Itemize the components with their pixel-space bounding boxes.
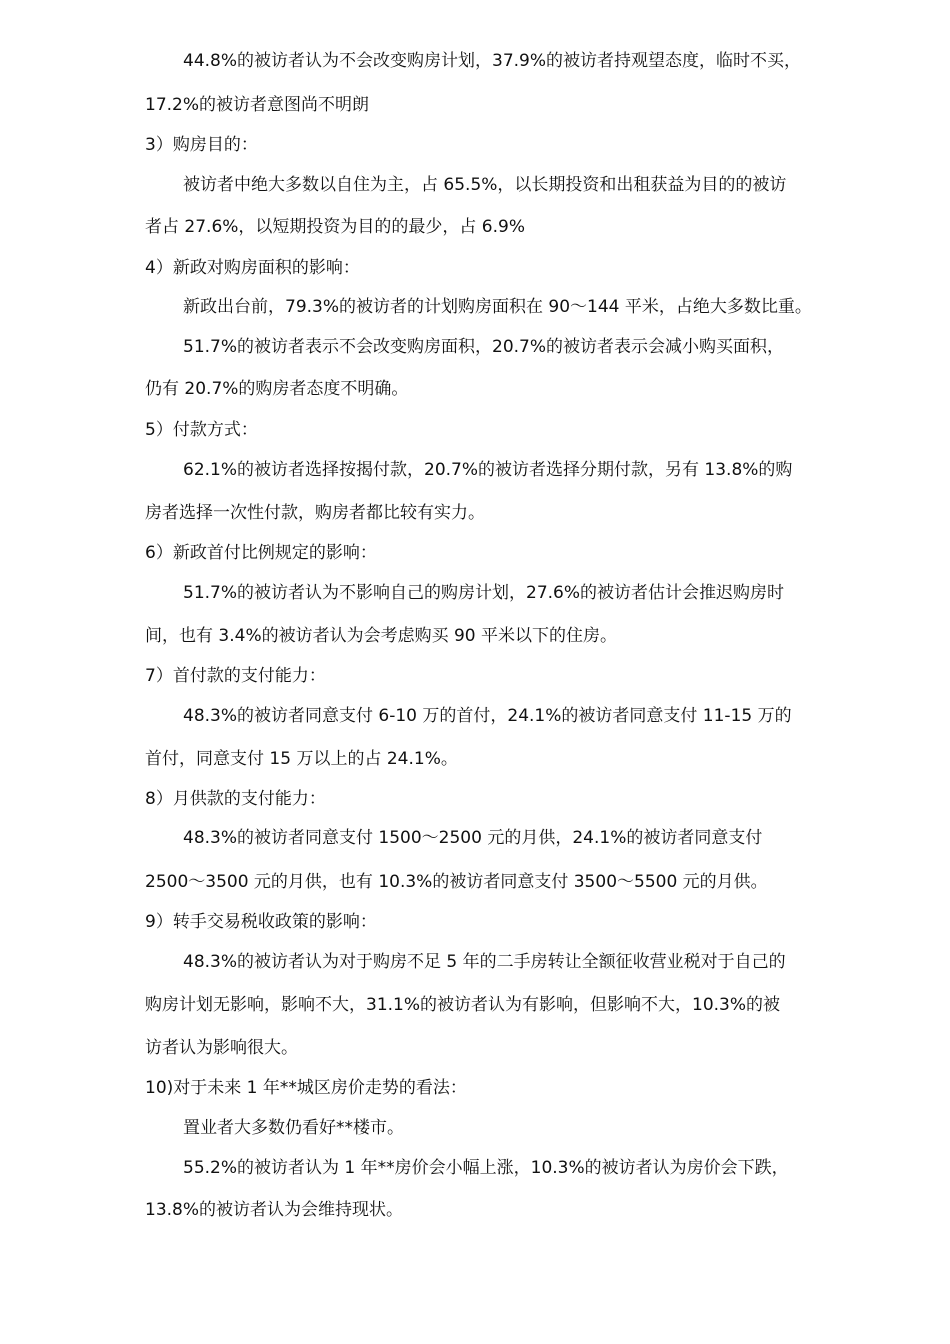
section-heading: 8）月供款的支付能力：	[145, 789, 326, 809]
section-heading: 4）新政对购房面积的影响：	[145, 258, 360, 278]
paragraph-line: 2500～3500 元的月供，也有 10.3%的被访者同意支付 3500～5500 元的月供。	[145, 872, 768, 892]
paragraph-line: 置业者大多数仍看好**楼市。	[183, 1118, 404, 1138]
paragraph-line: 48.3%的被访者同意支付 1500～2500 元的月供，24.1%的被访者同意支付	[183, 828, 763, 848]
paragraph-line: 17.2%的被访者意图尚不明朗	[145, 95, 370, 115]
paragraph-line: 者占 27.6%，以短期投资为目的的最少，占 6.9%	[145, 217, 526, 237]
paragraph-line: 48.3%的被访者同意支付 6-10 万的首付，24.1%的被访者同意支付 11-15 万的	[183, 706, 792, 726]
paragraph-line: 55.2%的被访者认为 1 年**房价会小幅上涨，10.3%的被访者认为房价会下跌，	[183, 1158, 789, 1178]
paragraph-line: 首付，同意支付 15 万以上的占 24.1%。	[145, 749, 458, 769]
section-heading: 10)对于未来 1 年**城区房价走势的看法：	[145, 1078, 467, 1098]
section-heading: 6）新政首付比例规定的影响：	[145, 543, 377, 563]
paragraph-line: 新政出台前，79.3%的被访者的计划购房面积在 90～144 平米，占绝大多数比重。	[183, 297, 812, 317]
paragraph-line: 间，也有 3.4%的被访者认为会考虑购买 90 平米以下的住房。	[145, 626, 618, 646]
paragraph-line: 房者选择一次性付款，购房者都比较有实力。	[145, 503, 485, 523]
paragraph-line: 购房计划无影响，影响不大，31.1%的被访者认为有影响，但影响不大，10.3%的被	[145, 995, 781, 1015]
section-heading: 7）首付款的支付能力：	[145, 666, 326, 686]
section-heading: 9）转手交易税收政策的影响：	[145, 912, 377, 932]
section-heading: 3）购房目的：	[145, 135, 258, 155]
section-heading: 5）付款方式：	[145, 420, 258, 440]
paragraph-line: 62.1%的被访者选择按揭付款，20.7%的被访者选择分期付款，另有 13.8%的购	[183, 460, 793, 480]
paragraph-line: 51.7%的被访者认为不影响自己的购房计划，27.6%的被访者估计会推迟购房时	[183, 583, 785, 603]
paragraph-line: 48.3%的被访者认为对于购房不足 5 年的二手房转让全额征收营业税对于自己的	[183, 952, 786, 972]
paragraph-line: 仍有 20.7%的购房者态度不明确。	[145, 379, 409, 399]
paragraph-line: 被访者中绝大多数以自住为主，占 65.5%，以长期投资和出租获益为目的的被访	[183, 175, 787, 195]
paragraph-line: 13.8%的被访者认为会维持现状。	[145, 1200, 404, 1220]
paragraph-line: 44.8%的被访者认为不会改变购房计划，37.9%的被访者持观望态度，临时不买，	[183, 51, 802, 71]
paragraph-line: 51.7%的被访者表示不会改变购房面积，20.7%的被访者表示会减小购买面积，	[183, 337, 785, 357]
paragraph-line: 访者认为影响很大。	[145, 1038, 298, 1058]
